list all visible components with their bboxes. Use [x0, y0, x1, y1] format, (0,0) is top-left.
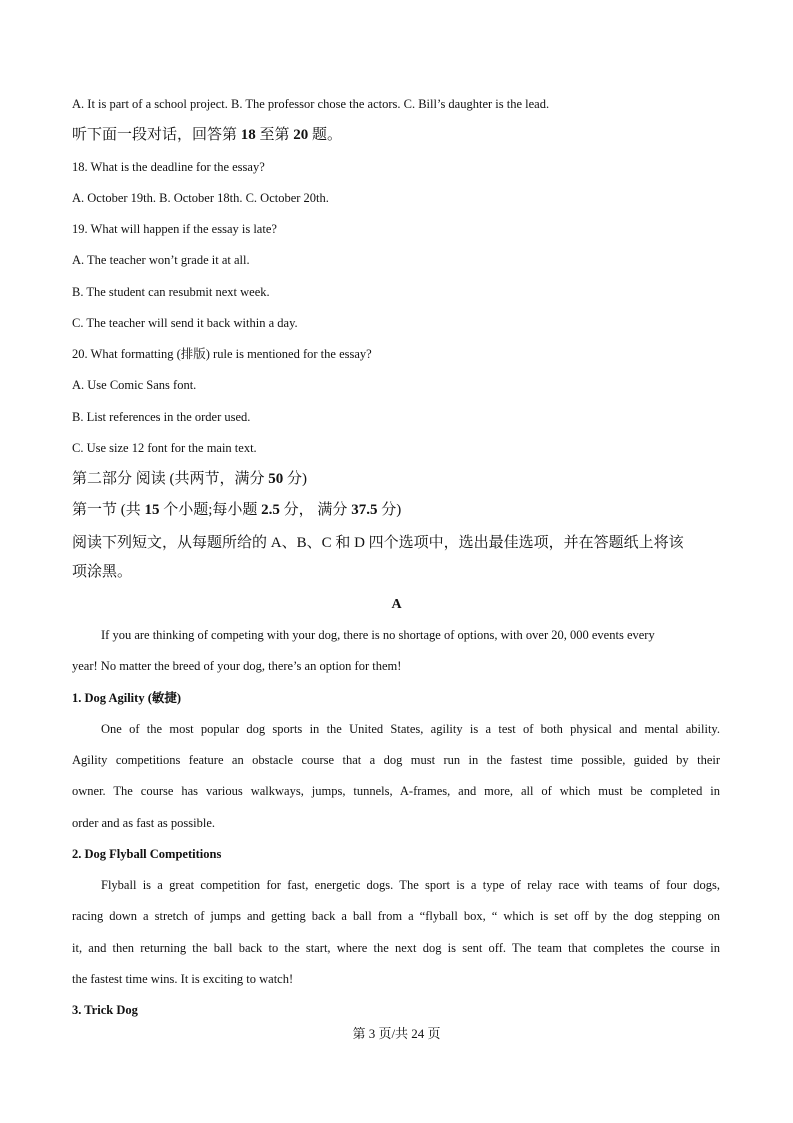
- intro-line-2: year! No matter the breed of your dog, there’s an option for them!: [72, 659, 402, 673]
- agility-line-2: Agility competitions feature an obstacle course that a dog must run in the fastest time possible, guided by their: [72, 753, 720, 767]
- question-17-options: A. It is part of a school project. B. The professor chose the actors. C. Bill’s daughter is the lead.: [72, 97, 550, 111]
- page-footer: 第 3 页/共 24 页: [352, 1026, 441, 1041]
- question-20-option-c: C. Use size 12 font for the main text.: [72, 441, 257, 455]
- heading-dog-agility: 1. Dog Agility (敏捷): [72, 691, 182, 705]
- reading-instruction-line-1: 阅读下列短文，从每题所给的 A、B、C 和 D 四个选项中，选出最佳选项，并在答题纸上将该: [72, 535, 684, 551]
- part-two-heading: 第二部分 阅读 (共两节，满分 50 分): [72, 471, 307, 487]
- listening-instruction: 听下面一段对话，回答第 18 至第 20 题。: [72, 127, 343, 143]
- question-20: 20. What formatting (排版) rule is mentioned for the essay?: [72, 347, 372, 361]
- flyball-line-2: racing down a stretch of jumps and getting back a ball from a “flyball box, “ which is set off by the dog stepping on: [72, 909, 720, 923]
- question-18: 18. What is the deadline for the essay?: [72, 160, 265, 174]
- flyball-line-1: Flyball is a great competition for fast, energetic dogs. The sport is a type of relay race with teams of four dogs,: [101, 878, 720, 892]
- question-19-option-c: C. The teacher will send it back within a day.: [72, 316, 298, 330]
- intro-line-1: If you are thinking of competing with your dog, there is no shortage of options, with over 20, 000 events every: [101, 628, 655, 642]
- agility-line-1: One of the most popular dog sports in the United States, agility is a test of both physical and mental ability.: [101, 722, 720, 736]
- question-19: 19. What will happen if the essay is late?: [72, 222, 277, 236]
- flyball-line-3: it, and then returning the ball back to the start, where the next dog is sent off. The team that completes the course in: [72, 941, 720, 955]
- passage-label: A: [391, 597, 402, 612]
- flyball-line-4: the fastest time wins. It is exciting to watch!: [72, 972, 294, 986]
- agility-line-4: order and as fast as possible.: [72, 816, 216, 830]
- question-19-option-b: B. The student can resubmit next week.: [72, 285, 270, 299]
- question-19-option-a: A. The teacher won’t grade it at all.: [72, 253, 250, 267]
- section-one-heading: 第一节 (共 15 个小题;每小题 2.5 分， 满分 37.5 分): [72, 502, 402, 518]
- question-20-option-b: B. List references in the order used.: [72, 410, 251, 424]
- reading-instruction-line-2: 项涂黑。: [72, 564, 133, 580]
- question-20-option-a: A. Use Comic Sans font.: [72, 378, 197, 392]
- question-18-options: A. October 19th. B. October 18th. C. October 20th.: [72, 191, 329, 205]
- heading-trick-dog: 3. Trick Dog: [72, 1003, 138, 1017]
- heading-flyball: 2. Dog Flyball Competitions: [72, 847, 222, 861]
- agility-line-3: owner. The course has various walkways, jumps, tunnels, A-frames, and more, all of which must be completed in: [72, 784, 720, 798]
